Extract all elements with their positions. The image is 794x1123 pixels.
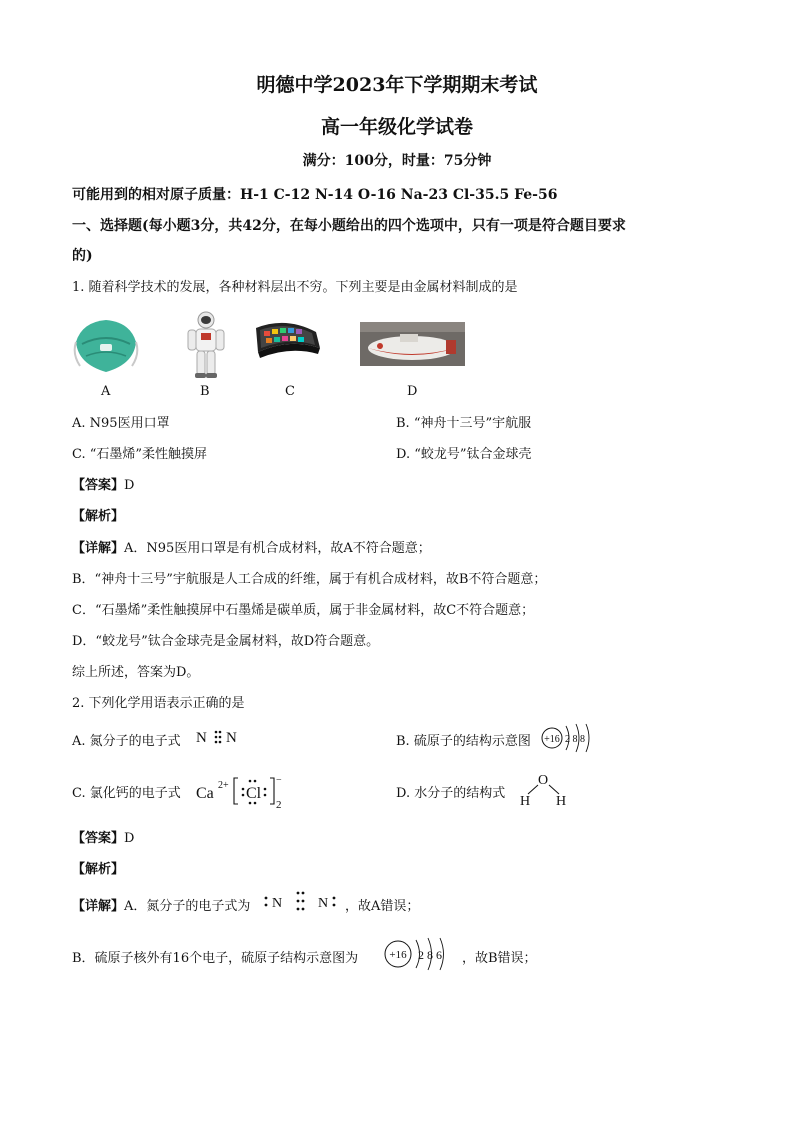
q1-detail-line-3: C．“石墨烯”柔性触摸屏中石墨烯是碳单质，属于非金属材料，故C不符合题意； [72, 603, 535, 618]
ca-symbol: Ca [196, 785, 214, 802]
exam-meta: 满分：100分，时量：75分钟 [302, 153, 492, 169]
sulfur-structure-diagram-option [540, 714, 604, 754]
q2-detail-a-end: ，故A错误； [345, 899, 420, 914]
q2-option-c: C. 氯化钙的电子式 [72, 786, 181, 801]
q2-option-d: D. 水分子的结构式 [396, 786, 506, 801]
n95-mask-image [72, 314, 140, 378]
s-shell-electrons-correct: 2 8 6 [418, 948, 442, 962]
s-nucleus-label: +16 [544, 734, 560, 745]
q2-detail-a [72, 895, 250, 914]
q2-answer [72, 827, 134, 846]
q1-answer-value: D [124, 478, 135, 493]
o-symbol: O [538, 773, 549, 788]
q1-detail-line-4: D．“蛟龙号”钛合金球壳是金属材料，故D符合题意。 [72, 634, 380, 649]
n-symbol-1: N [272, 896, 283, 911]
sulfur-structure-diagram-correct [382, 930, 462, 976]
q1-detail-tag: 【详解】 [72, 541, 125, 556]
cl-subscript: 2 [276, 799, 282, 810]
atomic-masses: 可能用到的相对原子质量：H-1 C-12 N-14 O-16 Na-23 Cl-35.5 Fe-56 [72, 187, 558, 203]
q2-option-b: B. 硫原子的结构示意图 [396, 734, 531, 749]
q2-detail-tag: 【详解】 [72, 899, 125, 914]
n-symbol-left: N [196, 730, 207, 746]
q1-image-label-a: A [101, 384, 111, 399]
nitrogen-electron-formula-wrong [194, 724, 250, 748]
q1-option-c: C. “石墨烯”柔性触摸屏 [72, 447, 208, 462]
calcium-chloride-electron-formula [194, 770, 304, 810]
n-symbol-right: N [226, 730, 237, 746]
h-symbol-right: H [556, 794, 567, 808]
exam-subtitle: 高一年级化学试卷 [320, 116, 473, 138]
q2-answer-tag: 【答案】 [72, 831, 125, 846]
q1-image-label-c: C [285, 384, 295, 399]
q1-answer-tag: 【答案】 [72, 478, 125, 493]
q1-stem: 1. 随着科学技术的发展，各种材料层出不穷。下列主要是由金属材料制成的是 [72, 280, 518, 295]
q2-detail-b: B．硫原子核外有16个电子，硫原子结构示意图为 [72, 951, 359, 966]
q1-option-d: D. “蛟龙号”钛合金球壳 [396, 447, 532, 462]
q1-detail-text-1: A．N95医用口罩是有机合成材料，故A不符合题意； [124, 541, 431, 556]
q1-image-label-d: D [407, 384, 418, 399]
q2-detail-b-end: ，故B错误； [462, 951, 537, 966]
n-symbol-2: N [318, 896, 329, 911]
q2-option-a: A. 氮分子的电子式 [72, 734, 181, 749]
exam-title: 明德中学2023年下学期期末考试 [256, 74, 538, 96]
q2-detail-a-text: A．氮分子的电子式为 [124, 899, 251, 914]
submersible-image [360, 322, 465, 366]
water-structural-formula [518, 770, 574, 808]
q1-option-a: A. N95医用口罩 [72, 416, 170, 431]
section-heading-line2: 的) [72, 248, 93, 264]
q1-analysis-tag: 【解析】 [72, 509, 125, 524]
q1-summary: 综上所述，答案为D。 [72, 665, 200, 680]
q1-answer [72, 474, 134, 493]
q1-detail-line-2: B．“神舟十三号”宇航服是人工合成的纤维，属于有机合成材料，故B不符合题意； [72, 572, 547, 587]
cl-charge: − [276, 775, 282, 786]
spacesuit-image [184, 310, 228, 380]
section-heading-line1: 一、选择题(每小题3分，共42分，在每小题给出的四个选项中，只有一项是符合题目要求 [72, 218, 626, 234]
ca-charge: 2+ [218, 780, 229, 791]
h-symbol-left: H [520, 794, 531, 808]
q2-stem: 2. 下列化学用语表示正确的是 [72, 696, 245, 711]
q2-analysis-tag: 【解析】 [72, 862, 125, 877]
q2-answer-value: D [124, 831, 135, 846]
graphene-screen-image [250, 318, 322, 364]
q1-detail-line-1 [72, 537, 431, 556]
q1-image-label-b: B [200, 384, 210, 399]
cl-symbol: Cl [246, 785, 262, 802]
nitrogen-electron-formula-correct [262, 886, 344, 916]
s-shell-electrons-option: 2 8 8 [565, 734, 585, 745]
q1-option-b: B. “神舟十三号”宇航服 [396, 416, 532, 431]
s-nucleus-label-2: +16 [389, 949, 407, 961]
